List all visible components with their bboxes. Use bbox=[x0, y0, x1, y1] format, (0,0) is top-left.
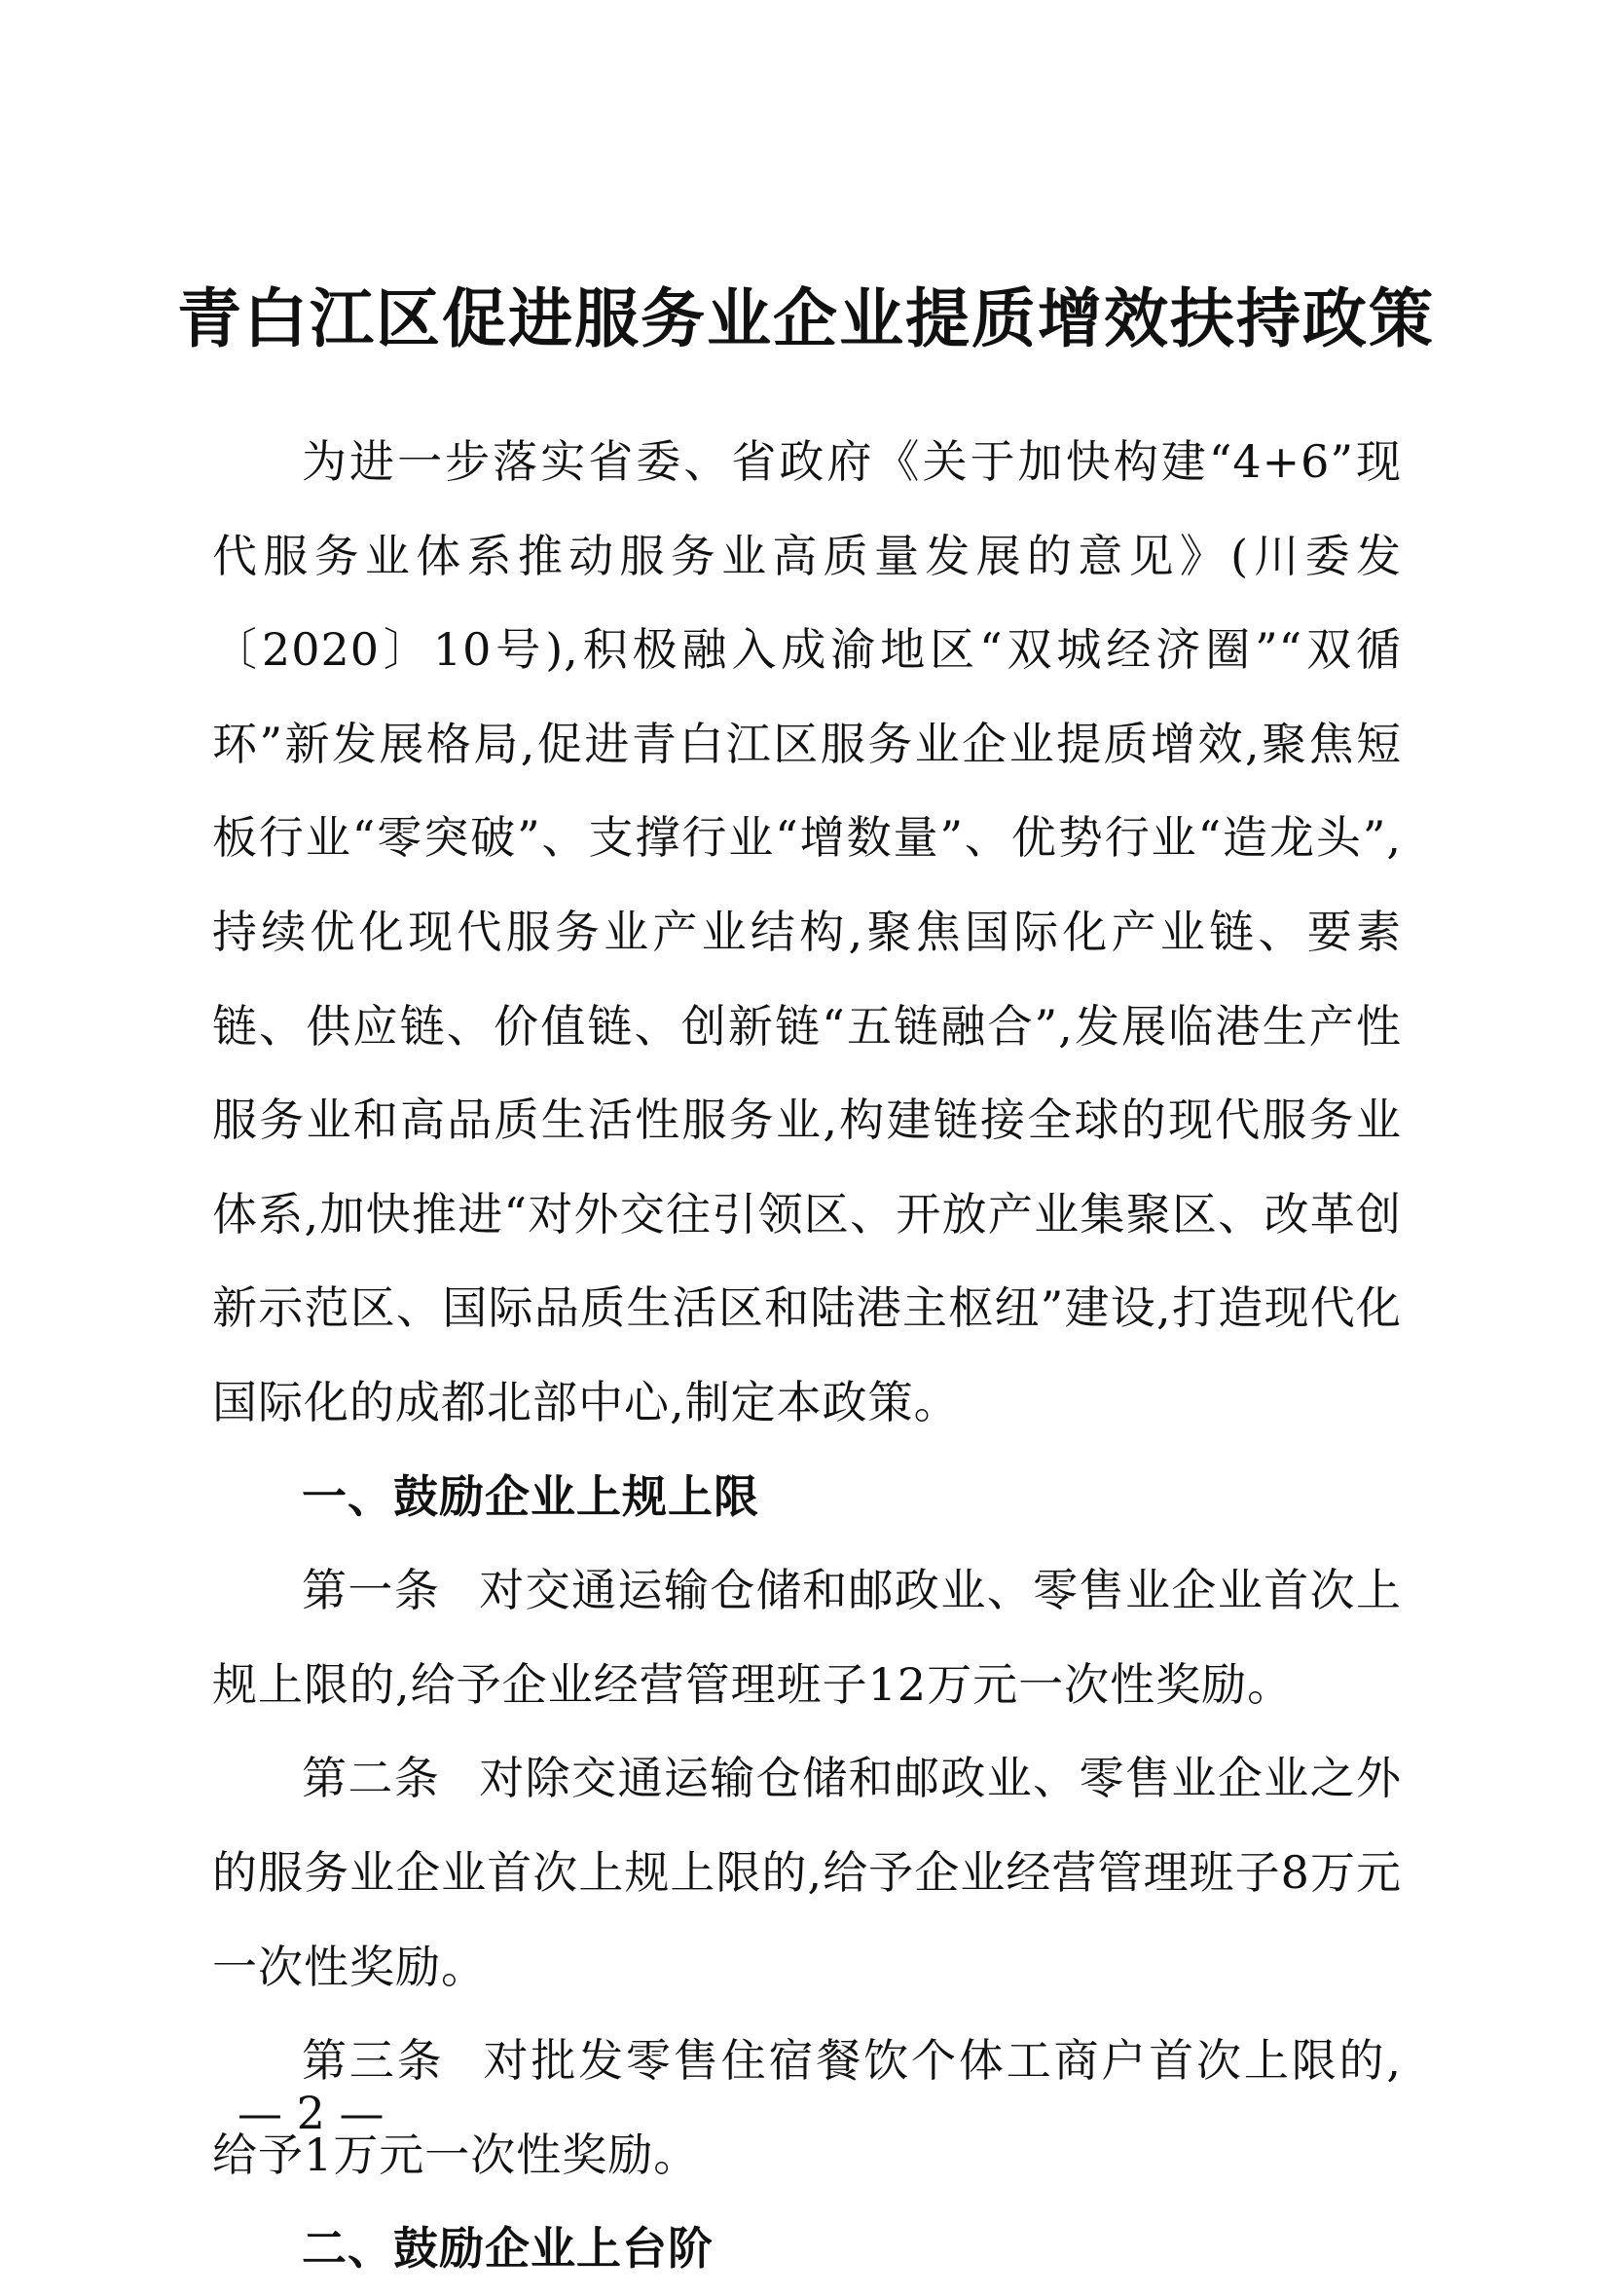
section-heading-2: 二、鼓励企业上台阶 bbox=[302, 2222, 714, 2276]
article-2-text: 对除交通运输仓储和邮政业、零售业企业之外的服务业企业首次上规上限的,给予企业经营管理班子8万元一次性奖励。 bbox=[212, 1752, 1403, 1993]
intro-paragraph: 为进一步落实省委、省政府《关于加快构建“4+6”现代服务业体系推动服务业高质量发展的意见》(川委发〔2020〕10号),积极融入成渝地区“双城经济圈”“双循环”新发展格局,促进青白江区服务业企业提质增效,聚焦短板行业“零突破”、支撑行业“增数量”、优势行业“造龙头”,持续优化现代服务业产业结构,聚焦国际化产业链、要素链、供应链、价值链、创新链“五链融合”,发展临港生产性服务业和高品质生活性服务业,构建链接全球的现代服务业体系,加快推进“对外交往引领区、开放产业集聚区、改革创新示范区、国际品质生活区和陆港主枢纽”建设,打造现代化国际化的成都北部中心,制定本政策。 bbox=[212, 435, 1402, 1428]
article-3-label: 第三条 bbox=[302, 2034, 445, 2088]
article-2 bbox=[212, 1731, 1402, 2014]
article-1-text: 对交通运输仓储和邮政业、零售业企业首次上规上限的,给予企业经营管理班子12万元一次性奖励。 bbox=[212, 1564, 1403, 1711]
page-number: — 2 — bbox=[238, 2087, 385, 2139]
article-3 bbox=[212, 2014, 1402, 2202]
article-1-label: 第一条 bbox=[302, 1564, 441, 1617]
document-body bbox=[212, 415, 1402, 2296]
section-heading-1: 一、鼓励企业上规上限 bbox=[302, 1469, 759, 1523]
document-title: 青白江区促进服务业企业提质增效扶持政策 bbox=[177, 281, 1435, 356]
article-2-label: 第二条 bbox=[302, 1752, 441, 1805]
article-3-text: 对批发零售住宿餐饮个体工商户首次上限的,给予1万元一次性奖励。 bbox=[212, 2034, 1403, 2181]
article-1 bbox=[212, 1543, 1402, 1731]
